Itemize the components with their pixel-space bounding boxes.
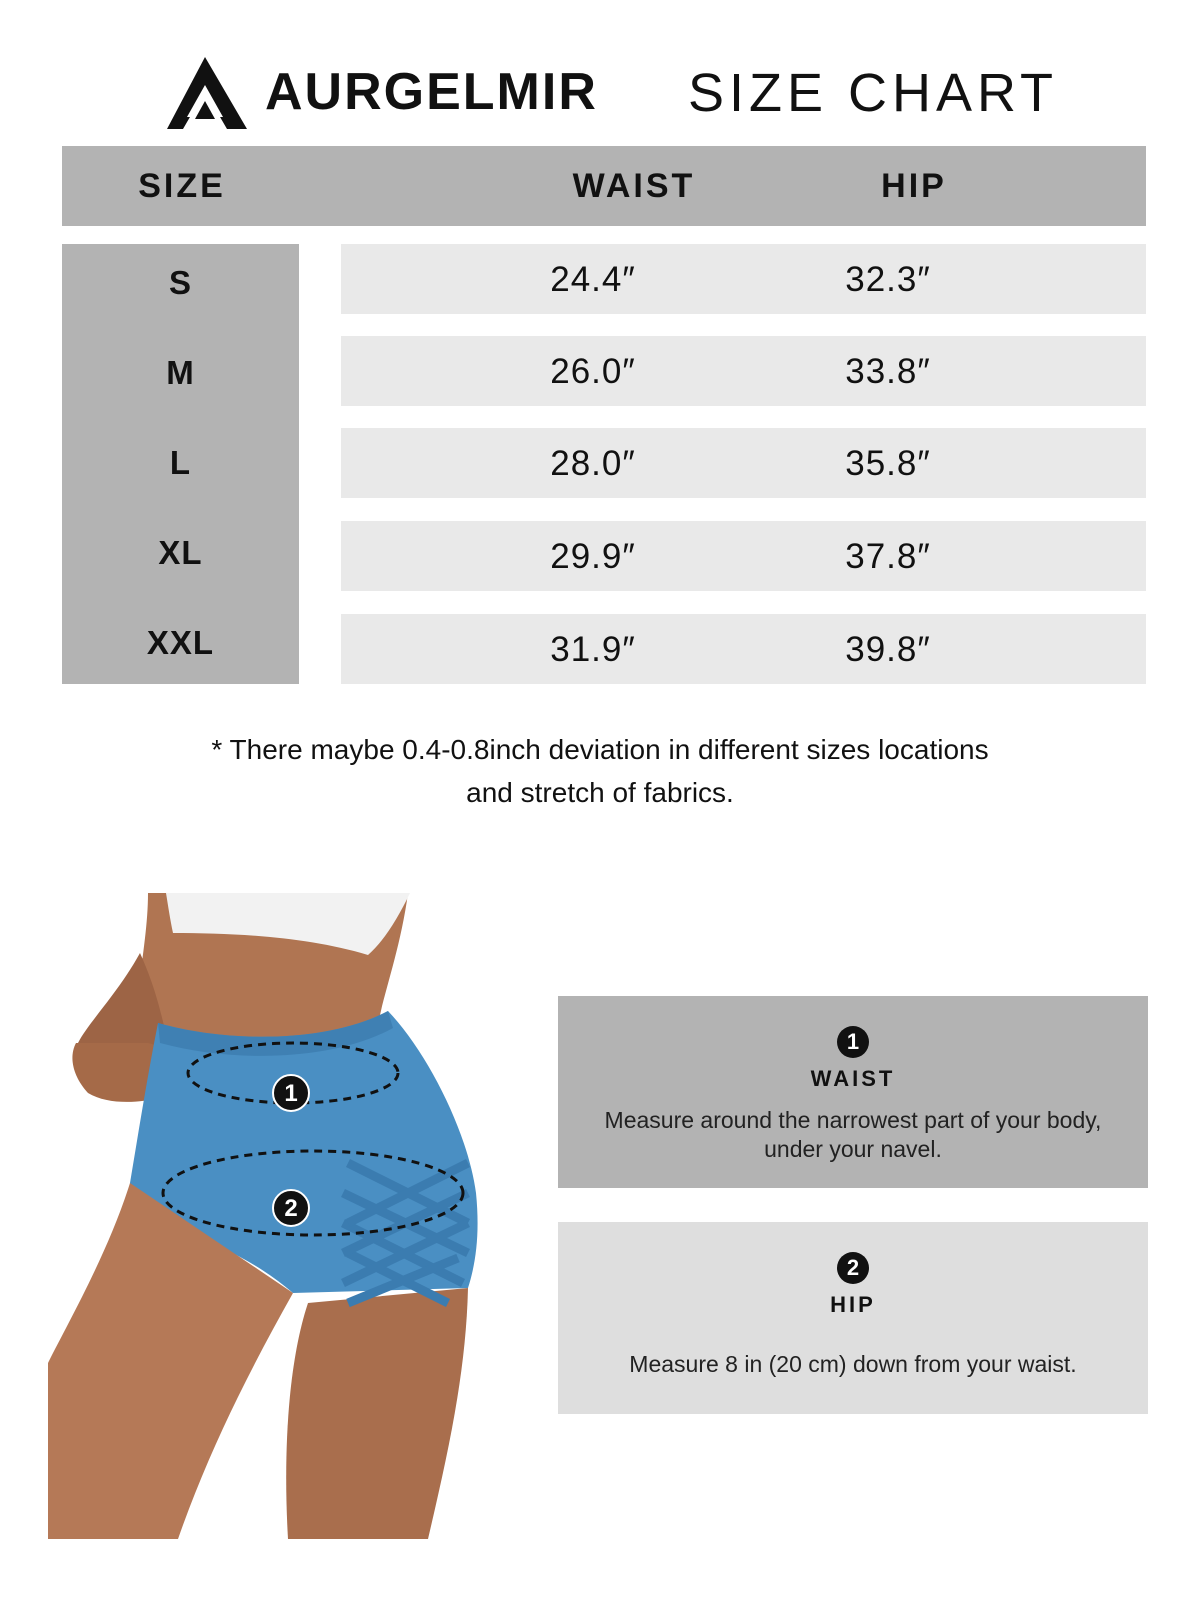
waist-value: 26.0″	[550, 352, 636, 391]
column-header-waist: WAIST	[572, 167, 696, 205]
waist-value: 31.9″	[550, 630, 636, 669]
hip-value: 35.8″	[845, 444, 931, 483]
note-line-1: * There maybe 0.4-0.8inch deviation in different sizes locations	[211, 734, 989, 765]
waist-card-title: WAIST	[810, 1066, 896, 1091]
column-header-size: SIZE	[138, 167, 226, 205]
number-badge-2: 2	[837, 1252, 869, 1284]
waist-desc-line-1: Measure around the narrowest part of your body,	[604, 1107, 1102, 1133]
brand-name: AURGELMIR	[265, 63, 598, 121]
table-header	[62, 146, 1146, 226]
hip-value: 39.8″	[845, 630, 931, 669]
waist-card-description	[578, 1106, 1128, 1164]
model-photo	[48, 893, 498, 1539]
model-illustration	[48, 893, 498, 1539]
waist-value: 28.0″	[550, 444, 636, 483]
hip-card-title: HIP	[830, 1292, 876, 1317]
hip-measure-card	[558, 1222, 1148, 1414]
table-row	[341, 336, 1146, 406]
table-row	[341, 428, 1146, 498]
size-label: L	[169, 444, 192, 481]
waist-marker	[273, 1075, 309, 1111]
hip-desc-line-1: Measure 8 in (20 cm) down from your waist.	[629, 1351, 1077, 1377]
hip-marker	[273, 1190, 309, 1226]
marker-2-label: 2	[284, 1195, 298, 1222]
hip-value: 33.8″	[845, 352, 931, 391]
marker-1-label: 1	[284, 1080, 298, 1107]
header	[0, 52, 1200, 132]
size-label: M	[166, 354, 195, 391]
hip-value: 37.8″	[845, 537, 931, 576]
brand-logo-icon	[167, 57, 247, 129]
waist-value: 29.9″	[550, 537, 636, 576]
waist-measure-card	[558, 996, 1148, 1188]
column-header-hip: HIP	[881, 167, 947, 205]
size-label: S	[168, 264, 192, 301]
waist-value: 24.4″	[550, 260, 636, 299]
page-title: SIZE CHART	[688, 63, 1059, 123]
hip-card-description	[578, 1350, 1128, 1379]
size-column	[62, 244, 299, 684]
number-badge-1: 1	[837, 1026, 869, 1058]
size-label: XXL	[146, 624, 215, 661]
table-row	[341, 244, 1146, 314]
table-row	[341, 521, 1146, 591]
waist-desc-line-2: under your navel.	[764, 1136, 942, 1162]
table-row	[341, 614, 1146, 684]
size-label: XL	[158, 534, 203, 571]
note-line-2: and stretch of fabrics.	[466, 777, 734, 808]
hip-value: 32.3″	[845, 260, 931, 299]
deviation-note	[100, 728, 1100, 814]
